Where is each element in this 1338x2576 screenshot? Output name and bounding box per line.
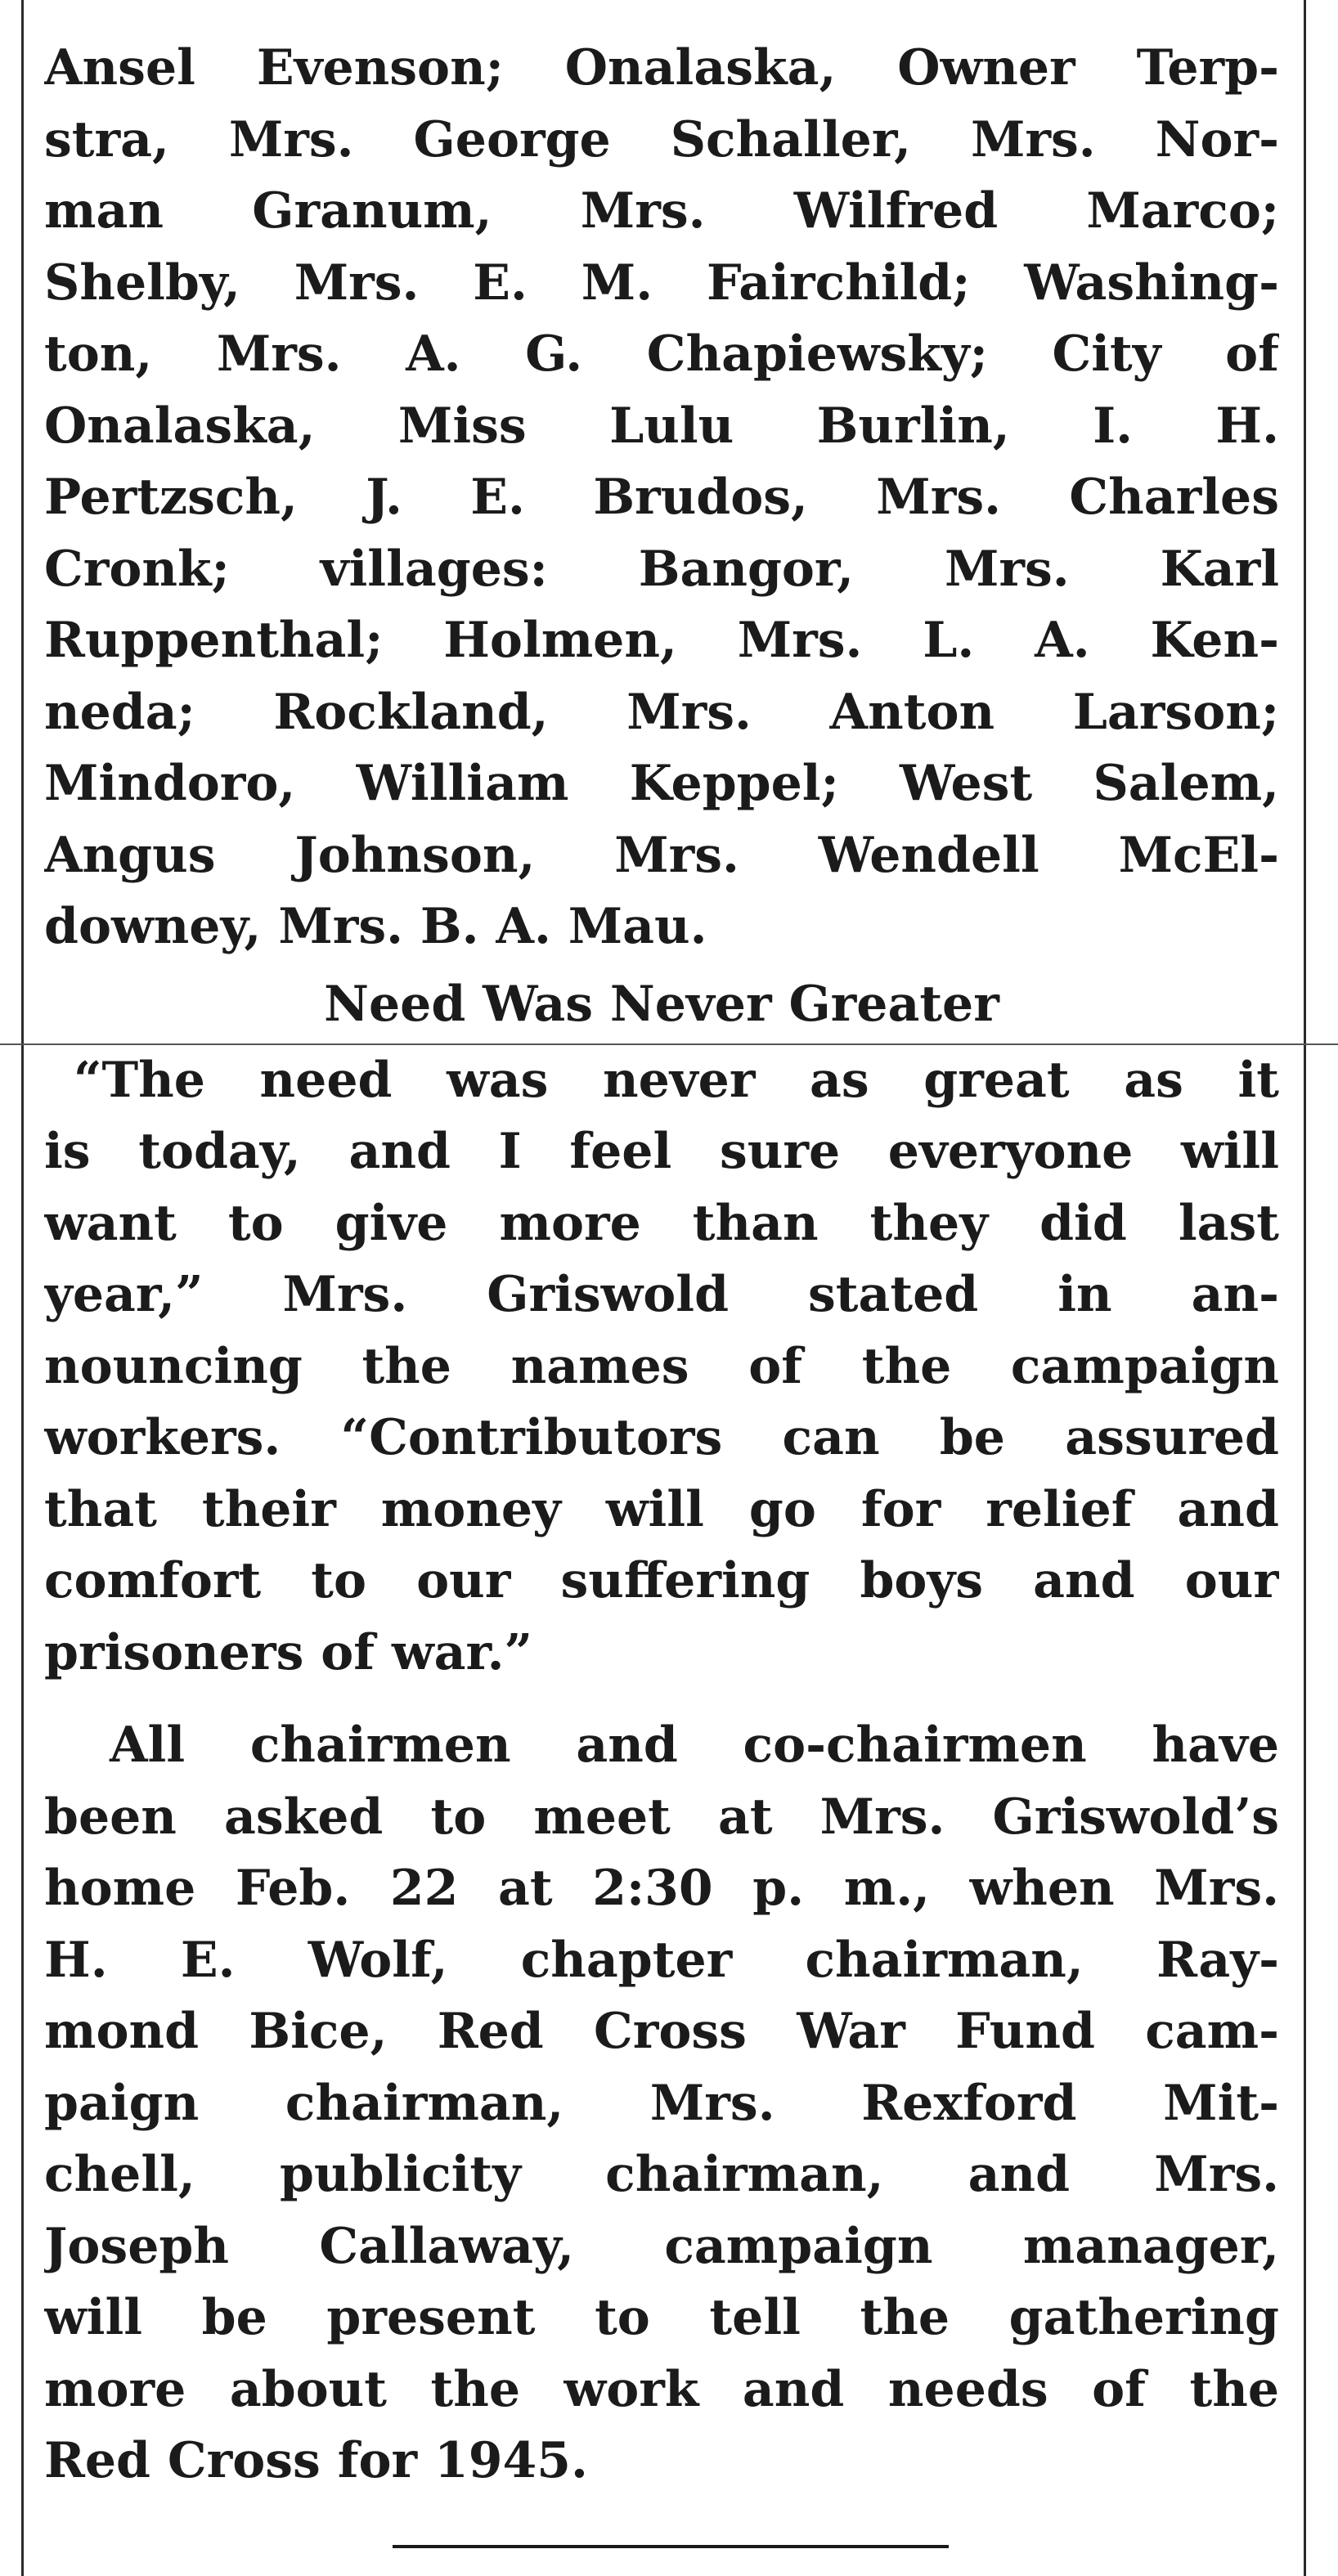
text-line: All chairmen and co-chairmen have [110, 1717, 1279, 1774]
column-rule-right [1304, 0, 1306, 2576]
text-line: will be present to tell the gathering [44, 2289, 1279, 2346]
text-line: nouncing the names of the campaign [44, 1337, 1279, 1395]
text-line: Onalaska, Miss Lulu Burlin, I. H. [44, 397, 1279, 455]
end-rule [393, 2545, 949, 2548]
paragraph-meeting [44, 1710, 1279, 2497]
subheading: Need Was Never Greater [324, 975, 999, 1033]
text-line: year,” Mrs. Griswold stated in an- [44, 1266, 1279, 1323]
text-line: been asked to meet at Mrs. Griswold’s [44, 1788, 1279, 1846]
text-line: is today, and I feel sure everyone will [44, 1123, 1279, 1180]
text-line: “The need was never as great as it [74, 1051, 1279, 1109]
text-line: downey, Mrs. B. A. Mau. [44, 898, 707, 955]
text-line: Pertzsch, J. E. Brudos, Mrs. Charles [44, 469, 1279, 526]
text-line: Joseph Callaway, campaign manager, [44, 2217, 1279, 2275]
text-line: want to give more than they did last [44, 1194, 1279, 1252]
text-line: stra, Mrs. George Schaller, Mrs. Nor- [44, 110, 1279, 168]
text-line: paign chairman, Mrs. Rexford Mit- [44, 2074, 1279, 2132]
text-line: mond Bice, Red Cross War Fund cam- [44, 2003, 1279, 2060]
text-line: workers. “Contributors can be assured [44, 1409, 1279, 1466]
text-line: Cronk; villages: Bangor, Mrs. Karl [44, 540, 1279, 598]
text-line: H. E. Wolf, chapter chairman, Ray- [44, 1931, 1279, 1989]
text-line: Ansel Evenson; Onalaska, Owner Terp- [44, 39, 1279, 96]
text-line: comfort to our suffering boys and our [44, 1552, 1279, 1609]
text-line: ton, Mrs. A. G. Chapiewsky; City of [44, 325, 1279, 383]
paragraph-quote [44, 1045, 1279, 1690]
text-line: Red Cross for 1945. [44, 2432, 588, 2489]
column-rule-left [21, 0, 24, 2576]
text-line: home Feb. 22 at 2:30 p. m., when Mrs. [44, 1860, 1279, 1917]
text-line: Mindoro, William Keppel; West Salem, [44, 755, 1279, 812]
text-line: Angus Johnson, Mrs. Wendell McEl- [44, 826, 1279, 884]
text-line: man Granum, Mrs. Wilfred Marco; [44, 182, 1279, 240]
paragraph-worker-list [44, 33, 1279, 963]
text-line: chell, publicity chairman, and Mrs. [44, 2146, 1279, 2203]
text-line: neda; Rockland, Mrs. Anton Larson; [44, 683, 1279, 741]
text-line: that their money will go for relief and [44, 1480, 1279, 1538]
text-line: prisoners of war.” [44, 1623, 532, 1681]
text-line: Shelby, Mrs. E. M. Fairchild; Washing- [44, 254, 1279, 312]
text-line: more about the work and needs of the [44, 2360, 1279, 2418]
newspaper-column [44, 33, 1279, 2497]
text-line: Ruppenthal; Holmen, Mrs. L. A. Ken- [44, 612, 1279, 669]
